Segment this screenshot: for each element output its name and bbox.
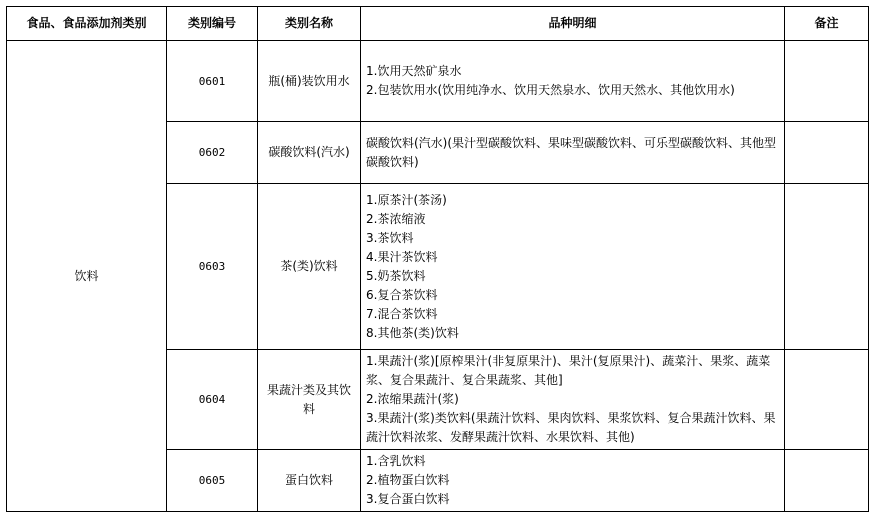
- detail-line: 2.茶浓缩液: [366, 211, 426, 226]
- detail-line: 1.果蔬汁(浆)[原榨果汁(非复原果汁)、果汁(复原果汁)、蔬菜汁、果浆、蔬菜浆、复合果蔬汁、复合果蔬浆、其他]: [366, 354, 771, 387]
- code-cell: 0605: [167, 450, 258, 512]
- detail-cell: [361, 184, 785, 350]
- name-cell: [258, 184, 361, 350]
- detail-cell: [361, 41, 785, 122]
- header-note: 备注: [785, 7, 869, 41]
- name-cell: [258, 122, 361, 184]
- detail-cell: [361, 122, 785, 184]
- name-cell: [258, 450, 361, 512]
- header-category: 食品、食品添加剂类别: [7, 7, 167, 41]
- table-header-row: [7, 7, 869, 41]
- header-details: 品种明细: [361, 7, 785, 41]
- detail-cell: [361, 450, 785, 512]
- name-text: 蛋白饮料: [284, 473, 333, 487]
- detail-line: 2.包装饮用水(饮用纯净水、饮用天然泉水、饮用天然水、其他饮用水): [366, 83, 735, 97]
- name-text: 碳酸饮料(汽水): [268, 145, 350, 159]
- name-text: 果蔬汁类及其饮料: [266, 382, 351, 416]
- food-category-table: [6, 6, 869, 512]
- note-cell: [785, 184, 869, 350]
- code-cell: 0601: [167, 41, 258, 122]
- detail-line: 3.果蔬汁(浆)类饮料(果蔬汁饮料、果肉饮料、果浆饮料、复合果蔬汁饮料、果蔬汁饮料浓浆、发酵果蔬汁饮料、水果饮料、其他): [366, 411, 776, 444]
- code-cell: 0603: [167, 184, 258, 350]
- detail-line: 2.浓缩果蔬汁(浆): [366, 392, 459, 406]
- name-text: 瓶(桶)装饮用水: [268, 73, 350, 88]
- detail-line: 3.复合蛋白饮料: [366, 492, 450, 506]
- detail-line: 8.其他茶(类)饮料: [366, 325, 459, 340]
- header-code: 类别编号: [167, 7, 258, 41]
- note-cell: [785, 41, 869, 122]
- name-cell: [258, 350, 361, 450]
- detail-line: 1.含乳饮料: [366, 454, 426, 468]
- note-cell: [785, 122, 869, 184]
- detail-line: 6.复合茶饮料: [366, 287, 438, 302]
- table-row: [7, 41, 869, 122]
- code-cell: 0602: [167, 122, 258, 184]
- detail-line: 1.饮用天然矿泉水: [366, 64, 462, 78]
- detail-line: 7.混合茶饮料: [366, 306, 438, 321]
- detail-line: 3.茶饮料: [366, 230, 414, 245]
- note-cell: [785, 450, 869, 512]
- detail-line: 4.果汁茶饮料: [366, 249, 438, 264]
- code-cell: 0604: [167, 350, 258, 450]
- detail-line: 1.原茶汁(茶汤): [366, 192, 447, 207]
- detail-cell: [361, 350, 785, 450]
- header-name: 类别名称: [258, 7, 361, 41]
- detail-line: 2.植物蛋白饮料: [366, 473, 450, 487]
- detail-line: 5.奶茶饮料: [366, 268, 426, 283]
- name-cell: [258, 41, 361, 122]
- detail-line: 碳酸饮料(汽水)(果汁型碳酸饮料、果味型碳酸饮料、可乐型碳酸饮料、其他型碳酸饮料): [366, 135, 777, 169]
- note-cell: [785, 350, 869, 450]
- name-text: 茶(类)饮料: [280, 259, 338, 273]
- category-cell: 饮料: [7, 41, 167, 512]
